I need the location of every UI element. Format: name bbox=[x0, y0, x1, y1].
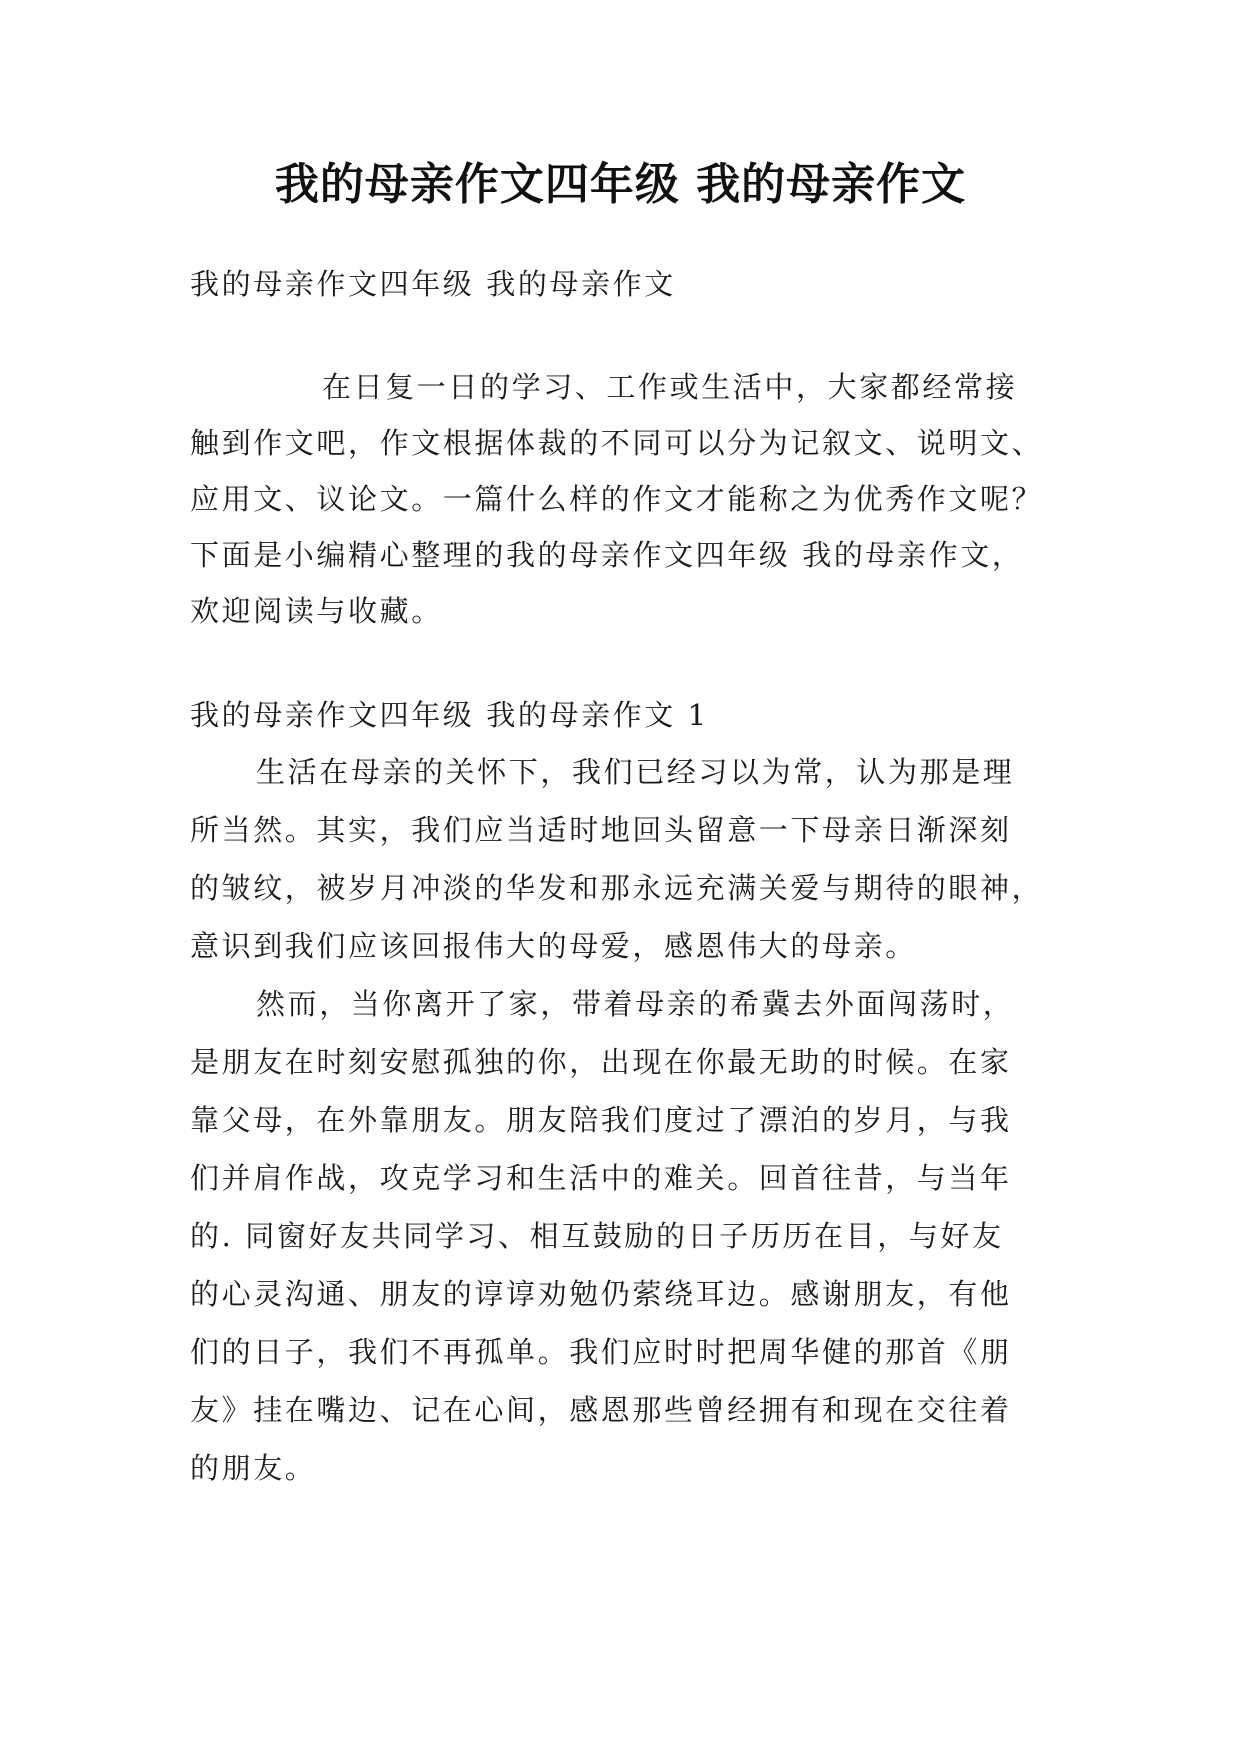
intro-line: 下面是小编精心整理的我的母亲作文四年级 我的母亲作文， bbox=[190, 538, 1024, 572]
intro-line: 在日复一日的学习、工作或生活中，大家都经常接 bbox=[322, 370, 1018, 404]
paragraph-line: 的朋友。 bbox=[190, 1451, 317, 1485]
paragraph-line: 是朋友在时刻安慰孤独的你，出现在你最无助的时候。在家 bbox=[190, 1045, 1012, 1079]
paragraph-line: 意识到我们应该回报伟大的母爱，感恩伟大的母亲。 bbox=[190, 929, 917, 963]
document-subtitle: 我的母亲作文四年级 我的母亲作文 bbox=[190, 267, 676, 301]
paragraph-line: 的心灵沟通、朋友的谆谆劝勉仍萦绕耳边。感谢朋友，有他 bbox=[190, 1277, 1012, 1311]
section-heading: 我的母亲作文四年级 我的母亲作文 1 bbox=[190, 698, 709, 732]
intro-line: 欢迎阅读与收藏。 bbox=[190, 594, 443, 628]
paragraph-line: 的皱纹，被岁月冲淡的华发和那永远充满关爱与期待的眼神， bbox=[190, 871, 1044, 905]
paragraph-line: 靠父母，在外靠朋友。朋友陪我们度过了漂泊的岁月，与我 bbox=[190, 1103, 1012, 1137]
paragraph-line: 的. 同窗好友共同学习、相互鼓励的日子历历在目，与好友 bbox=[190, 1219, 1004, 1253]
intro-line: 触到作文吧，作文根据体裁的不同可以分为记叙文、说明文、 bbox=[190, 426, 1044, 460]
intro-line: 应用文、议论文。一篇什么样的作文才能称之为优秀作文呢？ bbox=[190, 482, 1044, 516]
paragraph-line: 然而，当你离开了家，带着母亲的希冀去外面闯荡时， bbox=[256, 987, 1015, 1021]
document-title: 我的母亲作文四年级 我的母亲作文 bbox=[274, 159, 967, 210]
paragraph-line: 友》挂在嘴边、记在心间，感恩那些曾经拥有和现在交往着 bbox=[190, 1393, 1012, 1427]
paragraph-line: 生活在母亲的关怀下，我们已经习以为常，认为那是理 bbox=[256, 755, 1015, 789]
paragraph-line: 们的日子，我们不再孤单。我们应时时把周华健的那首《朋 bbox=[190, 1335, 1012, 1369]
paragraph-line: 们并肩作战，攻克学习和生活中的难关。回首往昔，与当年 bbox=[190, 1161, 1012, 1195]
paragraph-line: 所当然。其实，我们应当适时地回头留意一下母亲日渐深刻 bbox=[190, 813, 1012, 847]
